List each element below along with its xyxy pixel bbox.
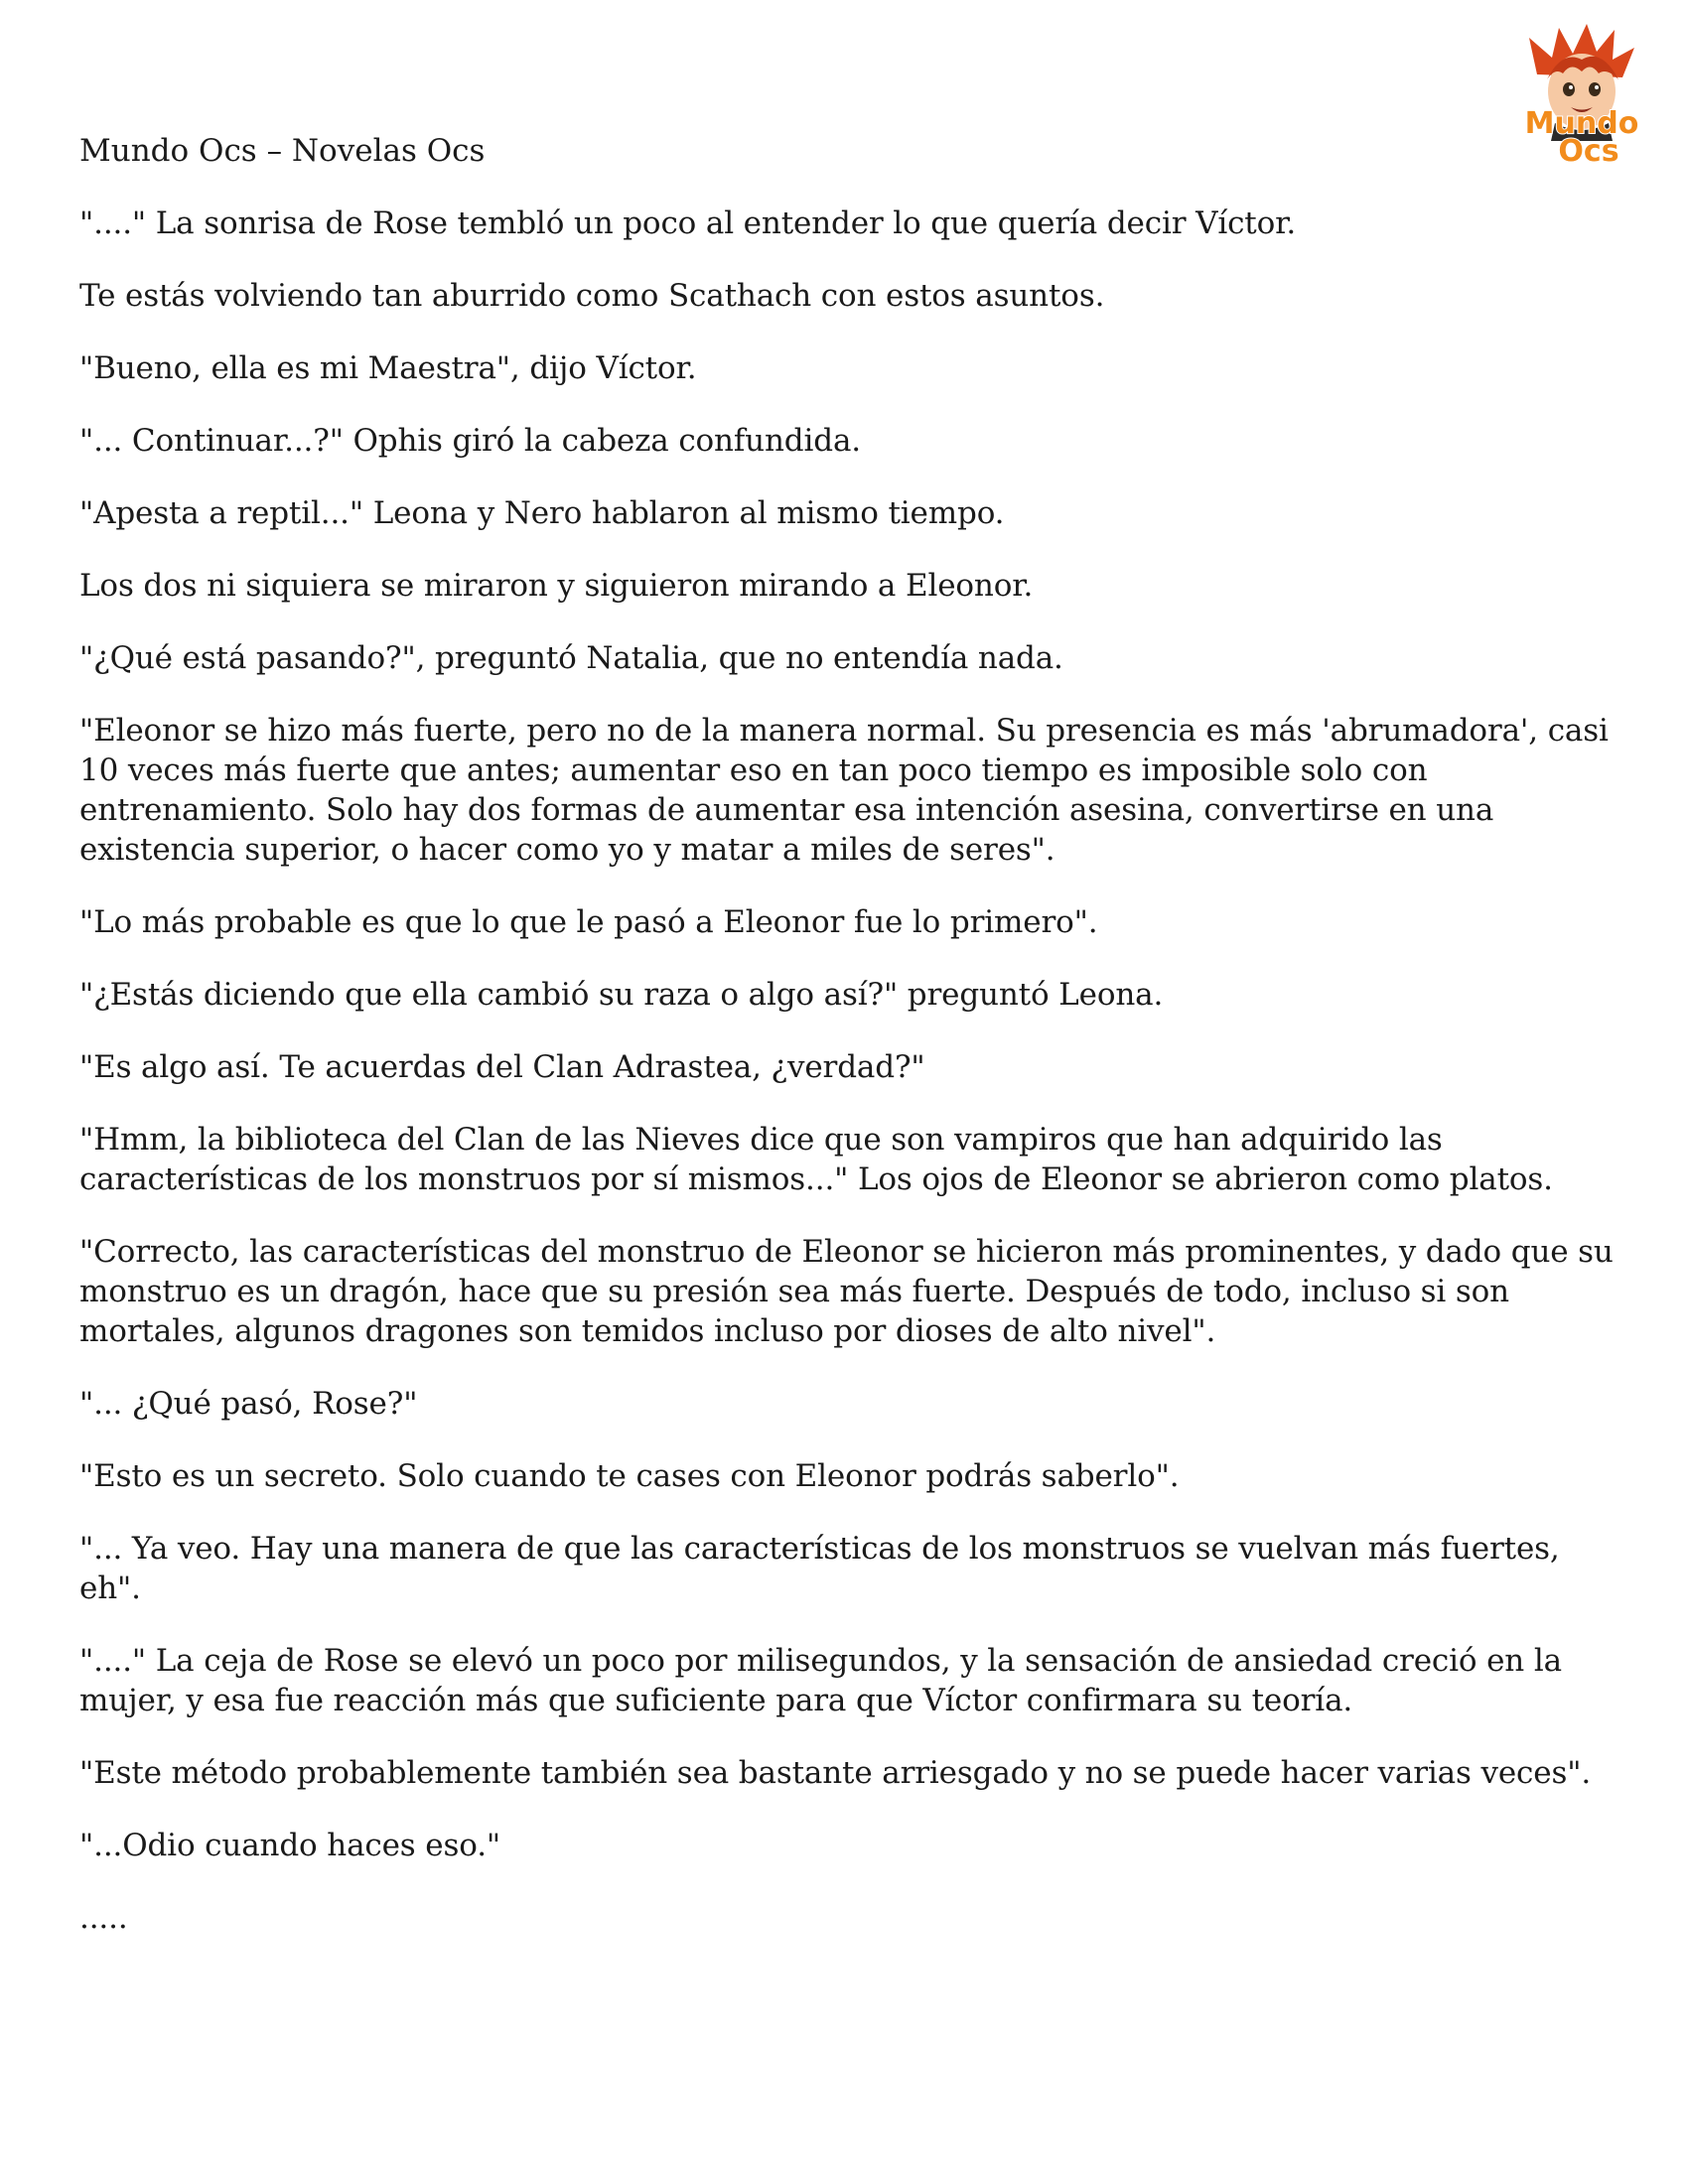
paragraph: Los dos ni siquiera se miraron y siguieron mirando a Eleonor. bbox=[79, 568, 1034, 604]
document-page bbox=[79, 131, 1623, 1971]
paragraph: "Hmm, la biblioteca del Clan de las Nieves dice que son vampiros que han adquirido las características de los monstruos por sí mismos..." Los ojos de Eleonor se abrieron como platos. bbox=[79, 1122, 1553, 1197]
paragraph: "Apesta a reptil..." Leona y Nero hablaron al mismo tiempo. bbox=[79, 495, 1005, 531]
paragraph: "Bueno, ella es mi Maestra", dijo Víctor. bbox=[79, 350, 697, 386]
paragraph: "...Odio cuando haces eso." bbox=[79, 1828, 501, 1863]
paragraph: "... Continuar...?" Ophis giró la cabeza confundida. bbox=[79, 423, 861, 459]
paragraph: "Este método probablemente también sea bastante arriesgado y no se puede hacer varias veces". bbox=[79, 1755, 1592, 1791]
paragraph: "Correcto, las características del monstruo de Eleonor se hicieron más prominentes, y dado que su monstruo es un dragón, hace que su presión sea más fuerte. Después de todo, incluso si son mortales, algunos dragones son temidos incluso por dioses de alto nivel". bbox=[79, 1234, 1614, 1349]
paragraph: "...." La sonrisa de Rose tembló un poco al entender lo que quería decir Víctor. bbox=[79, 205, 1297, 241]
paragraph: "... Ya veo. Hay una manera de que las características de los monstruos se vuelvan más fuertes, eh". bbox=[79, 1531, 1560, 1606]
paragraph: "¿Estás diciendo que ella cambió su raza o algo así?" preguntó Leona. bbox=[79, 977, 1164, 1013]
paragraph: Te estás volviendo tan aburrido como Scathach con estos asuntos. bbox=[79, 278, 1105, 314]
site-title: Mundo Ocs – Novelas Ocs bbox=[79, 133, 486, 169]
paragraph: "Es algo así. Te acuerdas del Clan Adrastea, ¿verdad?" bbox=[79, 1049, 925, 1085]
paragraph: "Esto es un secreto. Solo cuando te cases con Eleonor podrás saberlo". bbox=[79, 1458, 1180, 1494]
paragraph: "... ¿Qué pasó, Rose?" bbox=[79, 1386, 418, 1422]
paragraph: "¿Qué está pasando?", preguntó Natalia, que no entendía nada. bbox=[79, 640, 1063, 676]
paragraph: "Eleonor se hizo más fuerte, pero no de la manera normal. Su presencia es más 'abrumadora', casi 10 veces más fuerte que antes; aumentar eso en tan poco tiempo es imposible solo con entrenamiento. Solo hay dos formas de aumentar esa intención asesina, convertirse en una existencia superior, o hacer como yo y matar a miles de seres". bbox=[79, 713, 1609, 868]
svg-text:Mundo: Mundo bbox=[1524, 106, 1639, 141]
svg-text:Ocs: Ocs bbox=[1558, 134, 1619, 169]
paragraph: "...." La ceja de Rose se elevó un poco por milisegundos, y la sensación de ansiedad creció en la mujer, y esa fue reacción más que suficiente para que Víctor confirmara su teoría. bbox=[79, 1643, 1562, 1718]
paragraph: "Lo más probable es que lo que le pasó a Eleonor fue lo primero". bbox=[79, 904, 1098, 940]
ellipsis-end: ..... bbox=[79, 1900, 128, 1936]
